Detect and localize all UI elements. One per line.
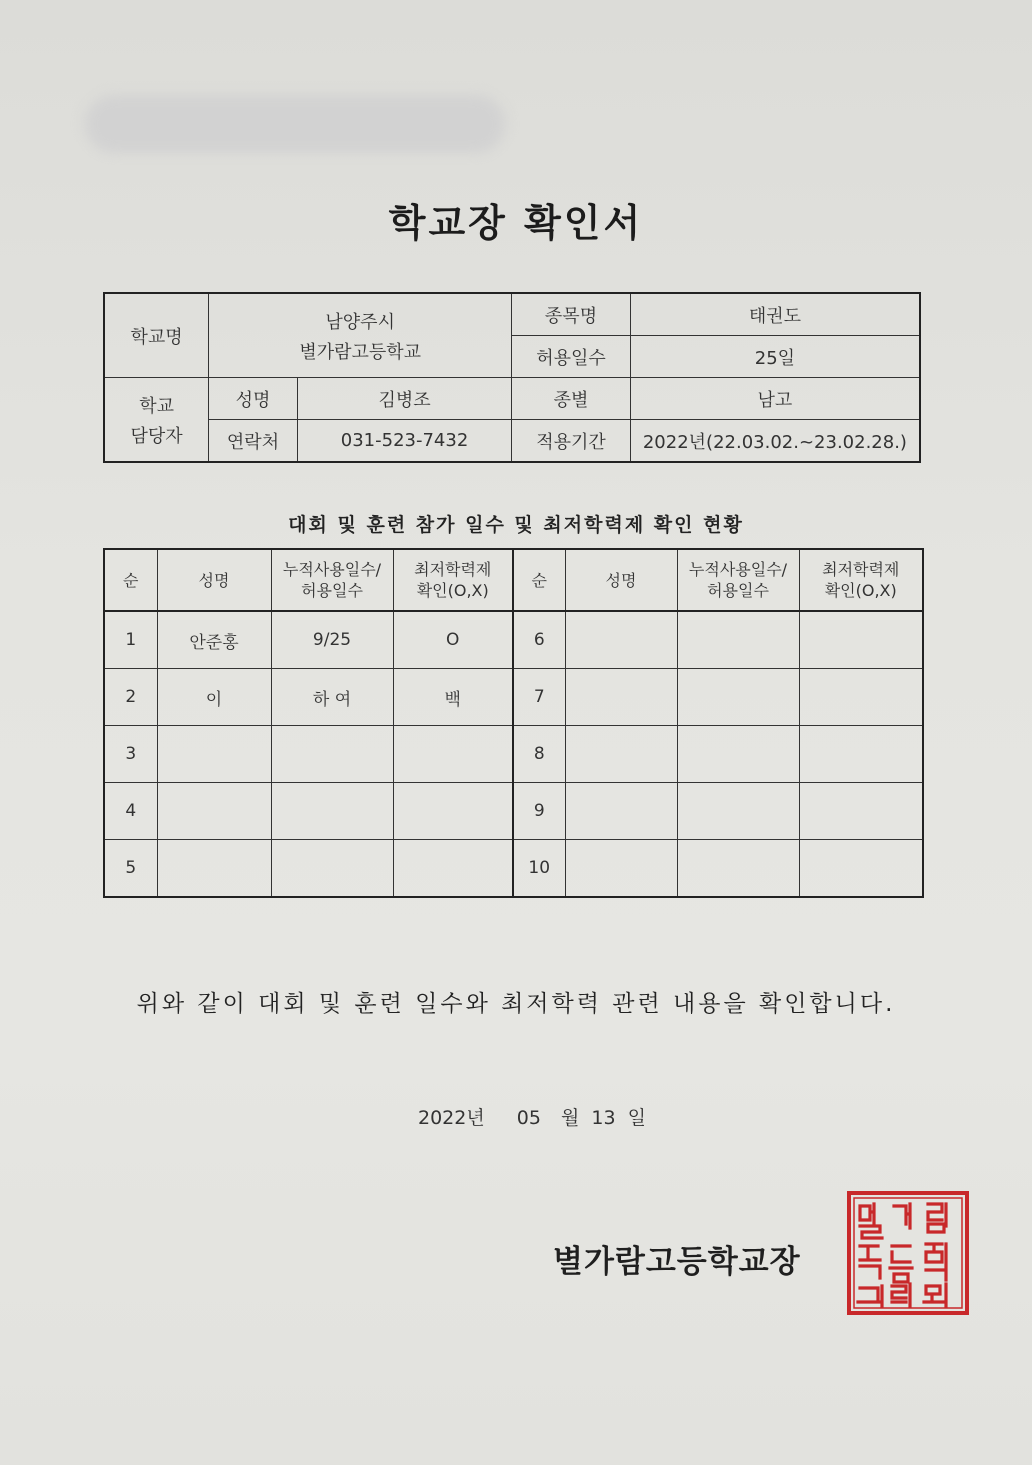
row-no: 1	[104, 611, 157, 669]
row-no: 8	[513, 726, 565, 783]
row-no: 10	[513, 840, 565, 898]
row-days	[271, 783, 393, 840]
row-no: 9	[513, 783, 565, 840]
period-label: 적용기간	[512, 420, 631, 463]
issue-date	[418, 1103, 652, 1130]
row-days	[677, 783, 799, 840]
row-name	[565, 783, 677, 840]
row-name	[565, 611, 677, 669]
row-days	[677, 840, 799, 898]
date-year: 2022년	[418, 1107, 485, 1129]
row-no: 7	[513, 669, 565, 726]
allowed-days-label: 허용일수	[512, 336, 631, 378]
row-days: 하 여	[271, 669, 393, 726]
school-info-table	[103, 292, 921, 463]
date-day-unit: 일	[627, 1107, 646, 1129]
date-month-unit: 월	[561, 1107, 580, 1129]
category-value: 남고	[630, 378, 920, 420]
redacted-header	[85, 95, 505, 153]
row-check: O	[393, 611, 513, 669]
school-name-label: 학교명	[104, 293, 209, 378]
header-name: 성명	[565, 549, 677, 611]
row-check	[799, 783, 923, 840]
contact-label: 연락처	[209, 420, 298, 463]
table-row	[104, 669, 923, 726]
row-check	[393, 840, 513, 898]
period-value: 2022년(22.03.02.~23.02.28.)	[630, 420, 920, 463]
row-name: 안준홍	[157, 611, 271, 669]
confirmation-text: 위와 같이 대회 및 훈련 일수와 최저학력 관련 내용을 확인합니다.	[136, 991, 896, 1017]
row-check: 백	[393, 669, 513, 726]
row-check	[799, 726, 923, 783]
header-check: 최저학력제 확인(O,X)	[799, 549, 923, 611]
row-no: 4	[104, 783, 157, 840]
header-name: 성명	[157, 549, 271, 611]
row-name	[157, 726, 271, 783]
row-check	[393, 783, 513, 840]
header-no: 순	[513, 549, 565, 611]
row-no: 3	[104, 726, 157, 783]
date-day: 13	[591, 1107, 616, 1129]
staff-label: 학교 담당자	[104, 378, 209, 463]
row-no: 2	[104, 669, 157, 726]
table-row	[104, 611, 923, 669]
row-check	[799, 611, 923, 669]
row-name	[565, 840, 677, 898]
status-table	[103, 548, 924, 898]
staff-name-value: 김병조	[297, 378, 511, 420]
staff-name-label: 성명	[209, 378, 298, 420]
row-name: 이	[157, 669, 271, 726]
status-title: 대회 및 훈련 참가 일수 및 최저학력제 확인 현황	[288, 514, 744, 536]
table-row	[104, 783, 923, 840]
date-month: 05	[516, 1107, 541, 1129]
row-check	[799, 840, 923, 898]
row-no: 5	[104, 840, 157, 898]
row-no: 6	[513, 611, 565, 669]
row-name	[157, 783, 271, 840]
row-check	[393, 726, 513, 783]
school-name-value: 남양주시 별가람고등학교	[209, 293, 512, 378]
document-title: 학교장 확인서	[388, 201, 644, 245]
header-days: 누적사용일수/ 허용일수	[271, 549, 393, 611]
contact-value: 031-523-7432	[297, 420, 511, 463]
table-row	[104, 840, 923, 898]
row-days	[271, 726, 393, 783]
header-no: 순	[104, 549, 157, 611]
school-seal-stamp	[846, 1190, 970, 1316]
row-days	[677, 726, 799, 783]
row-name	[565, 669, 677, 726]
status-header-row	[104, 549, 923, 611]
sport-value: 태권도	[630, 293, 920, 336]
row-check	[799, 669, 923, 726]
row-days	[677, 611, 799, 669]
row-days	[271, 840, 393, 898]
header-check: 최저학력제 확인(O,X)	[393, 549, 513, 611]
row-days: 9/25	[271, 611, 393, 669]
sport-label: 종목명	[512, 293, 631, 336]
table-row	[104, 726, 923, 783]
category-label: 종별	[512, 378, 631, 420]
row-name	[157, 840, 271, 898]
row-name	[565, 726, 677, 783]
allowed-days-value: 25일	[630, 336, 920, 378]
header-days: 누적사용일수/ 허용일수	[677, 549, 799, 611]
row-days	[677, 669, 799, 726]
signatory-name: 별가람고등학교장	[553, 1244, 801, 1280]
